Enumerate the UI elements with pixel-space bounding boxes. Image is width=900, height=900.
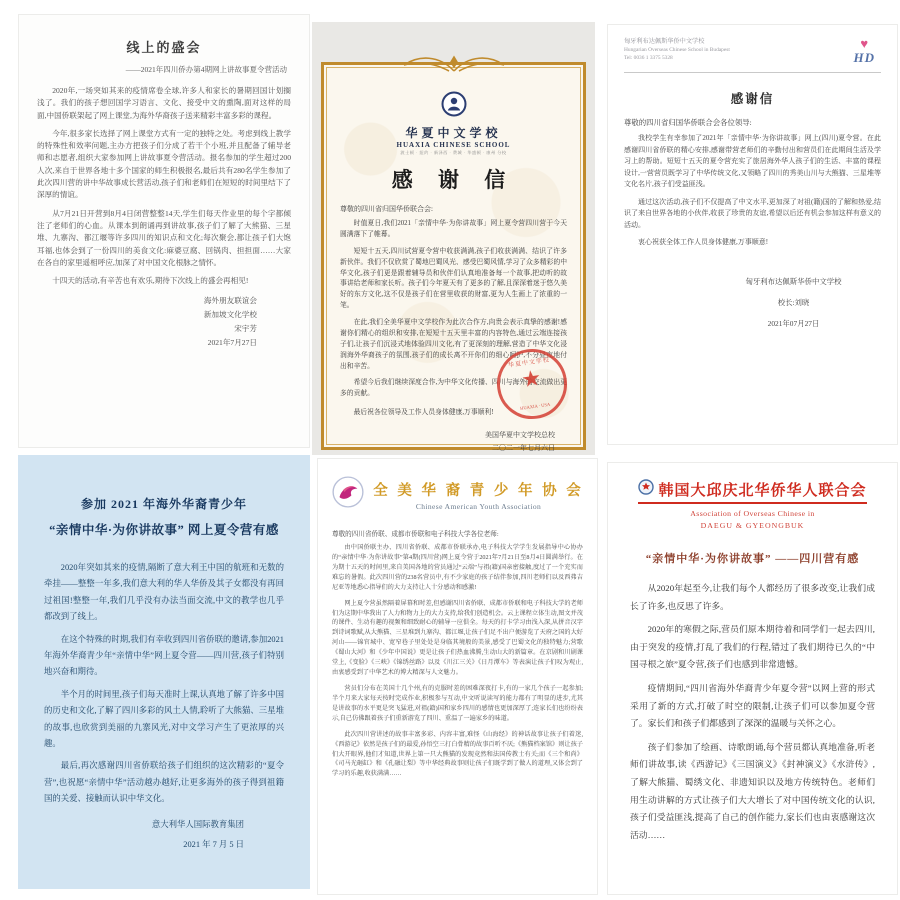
doc3-title: 感谢信 [730,92,775,106]
document-korea-essay [607,462,898,895]
doc2-salutation: 尊敬的四川省归国华侨联合会: [340,205,433,213]
caya-name-en: Chinese American Youth Association [415,501,542,511]
doc2-paragraph: 希望今后我们继续深度合作,为中华文化传播、四川与海外的交流做出更多的贡献。 [340,379,567,398]
doc3-salutation: 尊敬的四川省归国华侨联合会各位领导: [624,118,752,127]
heart-icon: ♥ [860,36,869,51]
doc2-paragraph: 短短十五天,四川试营夏令营中收获满满,孩子们收获满满、结识了许多新伙伴。我们不仅欣赏了蜀地巴蜀风光、感受巴蜀风情,学习了众多精彩的中华文化,孩子们更是跟着辅导员和伙伴们认真地准备每一个故事,把动听的故事讲给老师和家长听。孩子们今年夏天有了更多的了解,且深深着迷于悠久美好的东方文化,这不仅是孩子们在营里收获的财富,更为人生画上了浓重的一笔。 [340,247,567,310]
doc1-signature-line: 海外朋友联谊会 [203,296,257,306]
doc6-body [630,580,875,844]
document-caya-letter [317,458,598,895]
doc3-school-tel: Tel: 0036 1 3375 5328 [624,55,673,62]
doc4-paragraph: 2020年突如其来的疫情,隔断了意大利王中国的航班和无数的牵挂——整整一年多,我们意大利的华人华侨及其子女都没有再回过祖国!整整一年,我们几乎没有办法当面交流,中文的教学也几乎都改到了线上。 [44,563,284,622]
doc5-paragraph: 营员们分布在美国十几个州,有的克服时差的困难深夜打卡,有的一家几个孩子一起参加;半个月来大家每天按时完成作业,积极参与互动,中文听说读写的能力都有了明显的进步,尤其是讲故事的水平更是突飞猛进,对祖(籍)国和家乡四川的感情也更加深厚了;连家长们也纷纷表示,自己仿佛跟着孩子们重新游览了四川、重温了一遍家乡的味道。 [332,684,583,722]
korea-org-row [638,479,866,504]
doc2-closing: 最后祝各位领导及工作人员身体健康,万事顺利! [353,409,494,417]
doc5-paragraph: 网上夏令营虽然隔着屏幕和时差,但感谢四川省侨联、成都市侨联和电子科技大学的老师们为这期中华我出了人力和物力上的大力支持,给我们创造机会。云上课程立体生动,图文并茂的课件、生动有趣的视频和细致耐心的辅导一应俱全。每天的打卡学习由浅入深,从拼音汉字到诗词歌赋,从大熊猫、三星堆到九寨沟、都江堰,让孩子们足不出户便游览了天府之国的大好河山——锦官城中、宽窄巷子里处处是身临其境般的美景,感受了巴蜀文化的独特魅力;营歌《蜀山大河》和《少年中国说》更是让孩子们热血沸腾,生动山大的新篇章。在京剧和川剧课堂上,《变脸》《三峡》《锦绣丝路》以及《川江三关》《日月潭车》等表演让孩子们叹为观止,由衷感受到了中华艺术的博大精深与人文魅力。 [332,599,583,677]
doc1-paragraph: 从7月21日开营到8月4日闭营整整14天,学生们每天作业里的每个字都倾注了老师们的心血。从课本到朗诵再到讲故事,孩子们了解了大熊猫、三星堆、九寨沟、都江堰等许多四川的知识点和文化;每次聚会,都让孩子们大饱耳福,也体会到了一份四川的美食文化:麻婆豆腐、回锅肉、担担面……大家在各自的家里遥相呼应,加深了对中国文化根脉之情怀。 [37,208,291,267]
school-name-cn: 华夏中文学校 [405,126,502,140]
hd-monogram: HD [853,50,875,65]
caya-letterhead [332,475,583,514]
doc6-paragraph: 2020年的寒假之际,营员们原本期待着和同学们一起去四川,由于突发的疫情,打乱了我们的行程,错过了我们期待已久的“中国寻根之旅”夏令营,孩子们也感到非常遗憾。 [630,624,875,670]
doc2-signature-line: 二〇二一年七月六日 [492,444,555,453]
doc1-subtitle: ——2021年四川侨办第4期网上讲故事夏令营活动 [125,65,287,74]
seal-star-icon: ★ [519,364,543,393]
huaxia-school-logo-icon [441,91,467,122]
doc3-signature-line: 2021年07月27日 [767,318,820,328]
doc3-letterhead [624,37,881,73]
doc2-paragraph: 在此,我们全美华夏中文学校作为此次合作方,向贵会表示真挚的感谢!感谢你们精心的组织和安排,在短短十五天里丰富的内容特色,通过云端连接孩子们,让孩子们沉浸式地体验四川文化,有了更深刻的理解,营造了中华文化浸润海外华裔孩子的氛围,孩子们的成长离不开你们的细心呵护,不分昼夜地付出和辛苦。 [340,319,567,370]
gold-flourish-ornament [379,51,529,84]
doc5-paragraph: 由中国侨联主办、四川省侨联、成都市侨联承办,电子科技大学学生发展指导中心协办的“亲情中华·为你讲故事”第4期(四川营)网上夏令营于2021年7月21日至8月4日圆满举行。在为期十五天的时间里,来自美国各地的营员通过“云端”与祖(籍)国亲密接触,度过了一个充实而难忘的暑假。此次四川营的238名营员中,有不少家庭的孩子结伴参加,四川老师们以及西弗吉尼亚等地悉心指导们的大力支持让人十分感动和感激! [332,544,583,591]
school-branches: 波士顿 · 纽约 · 新泽西 · 费城 · 华盛顿 · 康州 分校 [400,150,507,155]
doc1-body [37,85,291,287]
doc1-signature-line: 2021年7月27日 [207,338,257,348]
korea-letterhead [630,479,875,530]
doc3-signature-block [734,273,881,332]
korea-emblem-icon [638,479,654,500]
doc6-paragraph: 孩子们参加了绘画、诗歌朗诵,每个营员都认真地准备,听老师们讲故事,读《西游记》《三国演义》《封神演义》《水浒传》,了解大熊猫、蜀绣文化、非遗知识以及地方传统特色。老师们用生动讲解的方式让孩子们大大增长了对中国传统文化的认识,孩子们受益匪浅,提高了自己的创作能力,家长们也由衷感谢这次活动…… [630,741,875,840]
doc6-paragraph: 从2020年起至今,让我们每个人都经历了很多改变,让我们成长了许多,也反思了许多。 [630,583,875,611]
doc1-signature-line: 新加坡文化学校 [203,310,257,320]
school-hd-logo-icon [854,37,876,66]
school-name-en: HUAXIA CHINESE SCHOOL [396,141,511,149]
doc6-paragraph: 疫情期间,“四川省海外华裔青少年夏令营”以网上营的形式采用了新的方式,打破了时空的限制,让孩子们可以参加夏令营了。家长们和孩子们都感到了深深的温暖与关怀之心。 [630,682,875,729]
doc4-body [44,560,284,807]
seal-foot-text: HUAXIA · USA [519,401,551,411]
doc5-body [332,543,583,779]
doc2-signature-line: 美国华夏中文学校总校 [485,431,555,440]
certificate-paper [321,62,586,453]
certificate-header [340,91,567,156]
doc1-paragraph: 2020年,一场突如其来的疫情席卷全球,许多人和家长的暑期回国计划搁浅了。我们的孩子想回国学习语言、文化、接受中文的熏陶,面对这样的局面,中国侨联架起了网上课堂,为海外华裔孩子送来精彩丰富多彩的课程。 [37,86,291,120]
doc2-signature-block [340,430,567,453]
korea-org-name-en1: Association of Overseas Chinese in [690,509,815,518]
doc2-title: 感 谢 信 [391,168,516,192]
doc3-body [624,133,881,231]
doc1-signature-line: 宋宇芳 [234,324,257,334]
doc3-signature-line: 匈牙利布达佩斯华侨中文学校 [745,277,842,287]
document-huaxia-certificate [312,22,595,455]
doc4-signature-line: 2021 年 7 月 5 日 [183,840,244,850]
doc6-title: “亲情中华·为你讲故事” ——四川营有感 [645,553,860,565]
doc1-paragraph: 今年,很多家长选择了网上课堂方式有一定的独特之处。考虑到线上教学的特殊性和效率问题,主办方把孩子们分成了若干个小班,并且配备了辅导老师和志愿者,组织大家参加网上讲故事夏令营活动。报名参加的学生超过200人次,来自于世界各地十多个国家的师生积极报名,最后共有280名学生参加了此次四川营的讲中华故事成长营活动,孩子们和老师们在短短的时间里结下了深厚的情谊。 [37,128,291,200]
doc4-signature-line: 意大利华人国际教育集团 [151,820,244,830]
doc4-paragraph: 最后,再次感谢四川省侨联给孩子们组织的这次精彩的“夏令营”,也祝愿“亲情中华”活动越办越好,让更多海外的孩子得到祖籍国的关爱、接触而认识中华文化。 [44,761,284,804]
doc2-paragraph: 时值夏日,我们2021「亲情中华·为你讲故事」网上夏令营四川营于今天圆满落下了帷幕。 [340,220,567,238]
doc4-title-line1: 参加 2021 年海外华裔青少年 [80,497,247,511]
document-hungary-letter [607,24,898,445]
doc4-signature-block [44,817,284,854]
doc4-paragraph: 半个月的时间里,孩子们每天准时上课,认真地了解了许多中国的历史和文化,了解了四川多彩的风土人情,聆听了大熊猫、三星堆的故事,也欣赏到美丽的九寨风光,对中文学习产生了更浓厚的兴趣。 [44,689,284,748]
doc3-paragraph: 通过这次活动,孩子们不仅提高了中文水平,更加深了对祖(籍)国的了解和热爱,结识了来自世界各地的小伙伴,收获了珍贵的友谊,希望以后还有机会参加这样有意义的活动。 [624,197,881,229]
korea-org-name-en2: DAEGU & GYEONGBUK [700,521,805,530]
caya-bird-logo-icon [331,475,365,514]
doc3-paragraph: 我校学生有幸参加了2021年「亲情中华·为你讲故事」网上(四川)夏令营。在此感谢四川省侨联的精心安排,感谢带营老师们的辛勤付出和营员们在此期间生活及学习上的帮助。短短十五天的夏令营充实了旅居海外华人孩子们的生活、丰富的课程设计,一营营员既学习了中华传统文化,又领略了四川的秀美山川与大熊猫、三星堆等文化名片,孩子们受益匪浅。 [624,134,881,189]
doc1-title: 线上的盛会 [126,40,202,55]
doc1-signature-block [37,295,291,348]
korea-org-name-cn: 韩国大邱庆北华侨华人联合会 [658,483,867,499]
doc5-salutation: 尊敬的四川省侨联、成都市侨联和电子科技大学各位老师: [332,531,499,538]
doc3-school-name-en: Hungarian Overseas Chinese School in Budapest [624,47,730,54]
document-online-gathering [18,14,310,448]
doc1-paragraph: 十四天的活动,有辛苦也有欢乐,期待下次线上的盛会再相见! [52,276,249,286]
doc5-paragraph: 此次四川营讲述的故事丰富多彩、内容丰富,难怪《山海经》的神话故事让孩子们着迷,《西游记》依然是孩子们的最爱,孙悟空三打白骨精的故事百听不厌;《熊猫档案馆》则让孩子们大开眼界,他们才知道,世界上第一只大熊猫的发现竟然和法国传教士有关;而《三个和尚》《司马光砸缸》和《孔融让梨》等中华经典故事则让孩子们既学到了做人的道理,又体会到了学习的乐趣,收获满满…… [332,730,583,778]
doc3-closing: 衷心祝获全体工作人员身体健康,万事顺意! [638,238,769,247]
caya-name-cn: 全 美 华 裔 青 少 年 协 会 [373,482,584,499]
doc3-school-name: 匈牙利布达佩斯华侨中文学校 [624,38,705,45]
doc3-letterhead-lines [624,37,730,63]
caya-names [373,479,584,511]
doc3-signature-line: 校长:刘晓 [777,298,810,308]
doc4-paragraph: 在这个特殊的时期,我们有幸收到四川省侨联的邀请,参加2021年海外华裔青少年“亲情中华”网上夏令营——四川营,孩子们特别地兴奋和期待。 [44,634,284,677]
document-italy-essay [18,455,310,889]
seal-arc-text: 华夏中文学校 [507,357,551,370]
doc4-title-line2: “亲情中华·为你讲故事” 网上夏令营有感 [49,523,279,537]
